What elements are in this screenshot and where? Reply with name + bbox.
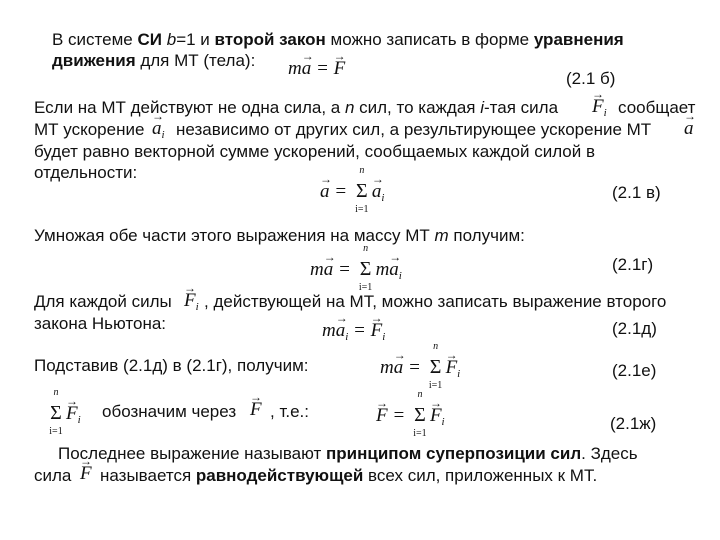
force-Fi-p4: → $F_i$: [184, 290, 199, 318]
p2-line4: отдельности:: [34, 163, 138, 182]
label-2-1d: (2.1д): [612, 319, 657, 338]
p2-line1: Если на МТ действуют не одна сила, а n сил, то каждая i-тая сила: [34, 98, 559, 117]
equation-2-1e: m→ a = Σ n i=1 → $F_i$: [380, 356, 460, 385]
p4-line1-b: , действующей на МТ, можно записать выражение второго: [204, 292, 667, 311]
p1-line1: В системе СИ b=1 и второй закон можно записать в форме уравнения: [52, 30, 624, 49]
p6-text-a: обозначим через: [102, 402, 237, 421]
force-Fi-inline: → $F_i$: [592, 96, 607, 124]
p6-text-b: , т.е.:: [270, 402, 309, 421]
label-2-1b: (2.1 б): [566, 69, 616, 88]
p2-line2-a: МТ ускорение: [34, 120, 145, 139]
sum-Fi-inline: Σ n i=1 → $F_i$: [46, 402, 81, 431]
p3-line1: Умножая обе части этого выражения на массу МТ m получим:: [34, 226, 525, 245]
p7-line2-b: называется равнодействующей всех сил, приложенных к МТ.: [100, 466, 598, 485]
equation-2-1zh: → F = Σ n i=1 → $F_i$: [376, 404, 445, 433]
equation-2-1d: $m\to a_i$ = → $F_i$: [322, 320, 385, 348]
p4-line2: закона Ньютона:: [34, 314, 167, 333]
force-F-p7: → F: [80, 463, 92, 485]
accel-ai-inline: → $a_i$: [152, 118, 165, 146]
label-2-1e: (2.1е): [612, 361, 657, 380]
p7-line2-a: сила: [34, 466, 72, 485]
label-2-1g: (2.1г): [612, 255, 654, 274]
p2-line1-end: сообщает: [618, 98, 696, 117]
p2-line3: будет равно векторной сумме ускорений, сообщаемых каждой силой в: [34, 142, 596, 161]
p5-line1: Подставив (2.1д) в (2.1г), получим:: [34, 356, 309, 375]
p7-line1: Последнее выражение называют принципом суперпозиции сил. Здесь: [58, 444, 638, 463]
equation-2-1b: m→ a = → F: [288, 58, 345, 80]
label-2-1v: (2.1 в): [612, 183, 661, 202]
p4-line1-a: Для каждой силы: [34, 292, 172, 311]
force-F-inline: → F: [250, 399, 262, 421]
label-2-1zh: (2.1ж): [610, 414, 657, 433]
equation-2-1g: m→ a = Σ n i=1 $m\to a_i$: [310, 258, 402, 287]
accel-a-inline: → a: [684, 118, 694, 140]
equation-2-1v: → a = Σ n i=1 → $a_i$: [320, 180, 384, 209]
p1-line2: движения для МТ (тела):: [52, 51, 256, 70]
p2-line2-b: независимо от других сил, а результирующее ускорение МТ: [176, 120, 652, 139]
